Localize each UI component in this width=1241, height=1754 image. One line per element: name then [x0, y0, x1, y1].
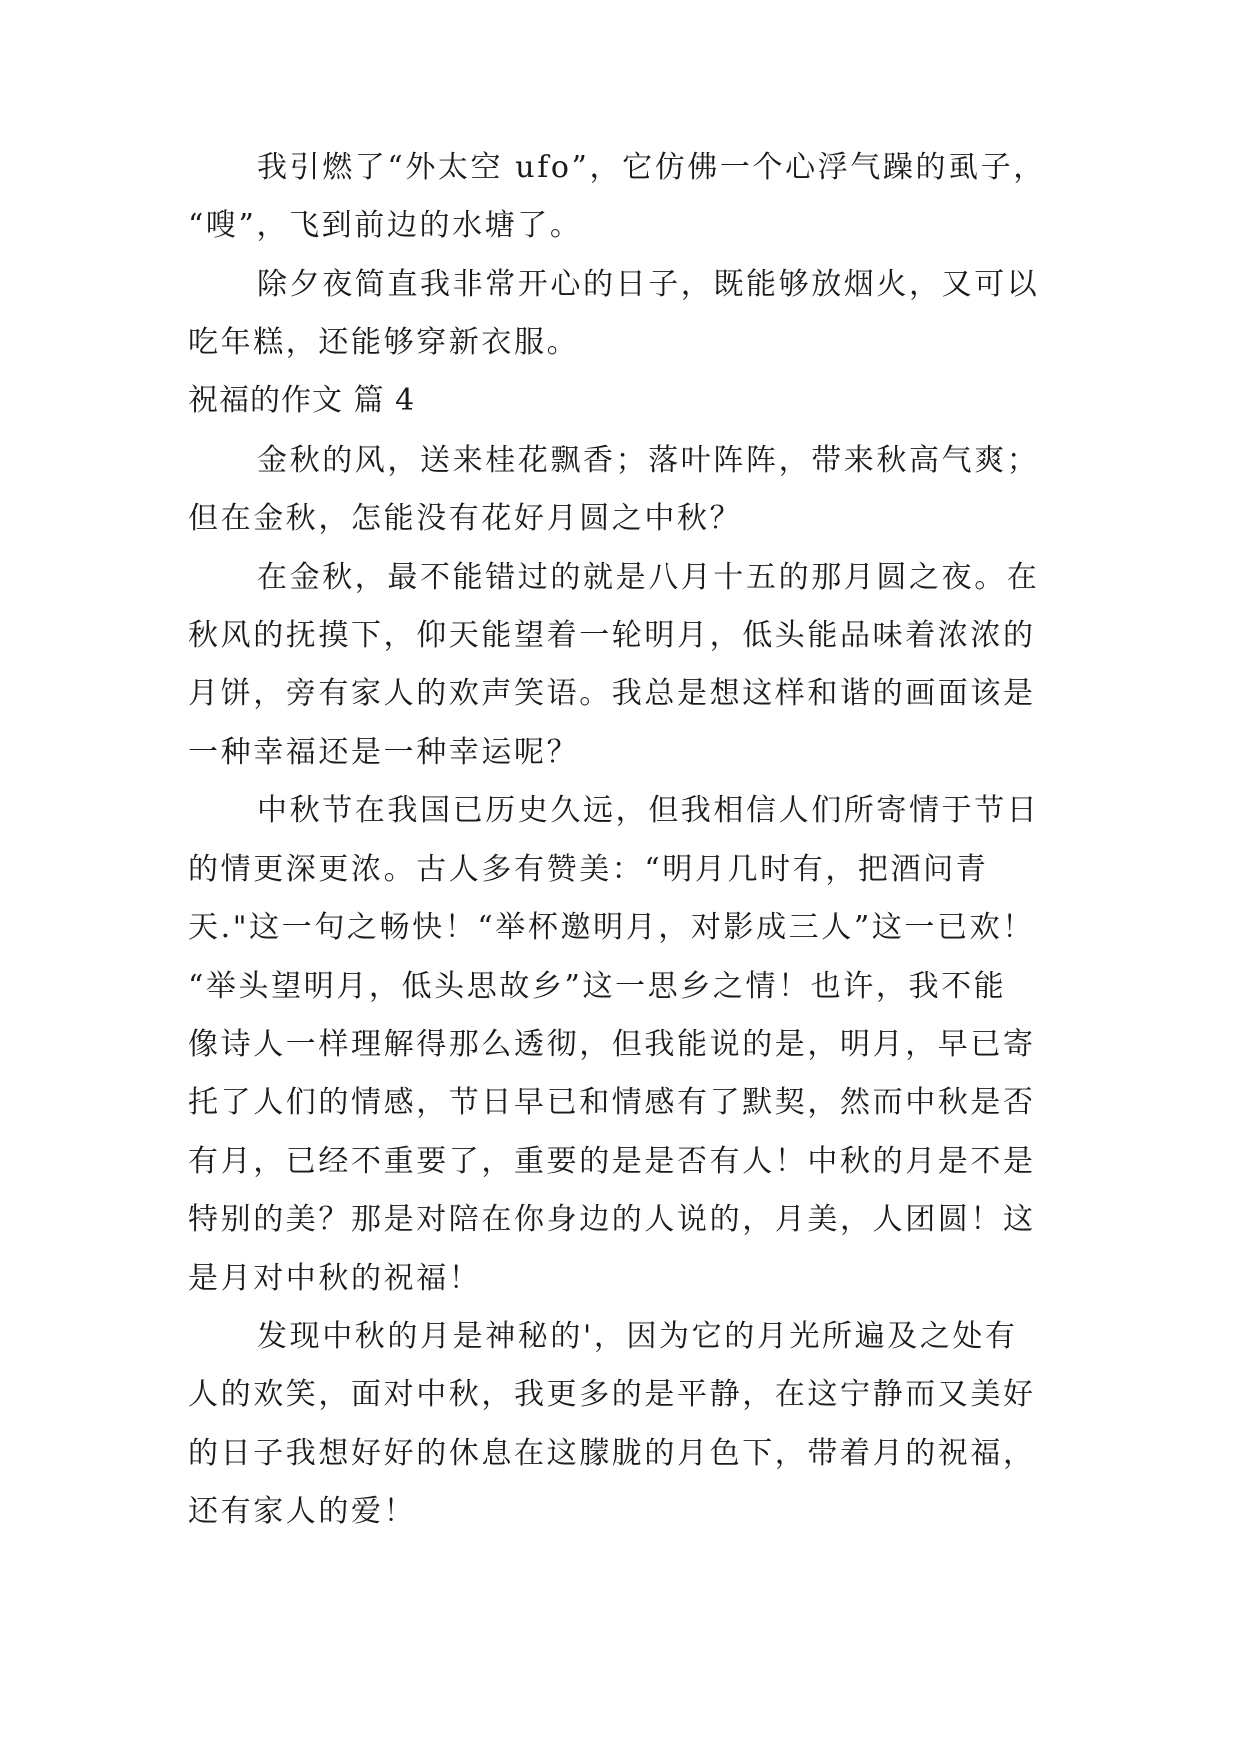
text-line: 秋风的抚摸下，仰天能望着一轮明月，低头能品味着浓浓的: [188, 618, 1036, 653]
text-line: 中秋节在我国已历史久远，但我相信人们所寄情于节日: [257, 793, 1040, 828]
text-line: 金秋的风，送来桂花飘香；落叶阵阵，带来秋高气爽；: [257, 443, 1040, 478]
text-line: 托了人们的情感，节日早已和情感有了默契，然而中秋是否: [188, 1085, 1036, 1120]
text-line: “举头望明月，低头思故乡”这一思乡之情！也许，我不能: [188, 969, 1007, 1004]
text-line: 像诗人一样理解得那么透彻，但我能说的是，明月，早已寄: [188, 1027, 1036, 1062]
text-line: “嗖”，飞到前边的水塘了。: [188, 208, 583, 243]
text-line: 的情更深更浓。古人多有赞美：“明月几时有，把酒问青: [188, 852, 989, 887]
text-line: 吃年糕，还能够穿新衣服。: [188, 325, 580, 360]
text-line: 特别的美？那是对陪在你身边的人说的，月美，人团圆！这: [188, 1202, 1036, 1237]
text-line: 的日子我想好好的休息在这朦胧的月色下，带着月的祝福，: [188, 1436, 1036, 1471]
section-heading: 祝福的作文 篇 4: [188, 383, 416, 418]
text-line: 是月对中秋的祝福！: [188, 1261, 482, 1296]
text-line: 一种幸福还是一种幸运呢？: [188, 735, 580, 770]
text-line: 天."这一句之畅快！“举杯邀明月，对影成三人”这一已欢！: [188, 910, 1035, 945]
text-line: 月饼，旁有家人的欢声笑语。我总是想这样和谐的画面该是: [188, 676, 1036, 711]
text-line: 有月，已经不重要了，重要的是是否有人！中秋的月是不是: [188, 1144, 1036, 1179]
text-line: 发现中秋的月是神秘的'，因为它的月光所遍及之处有: [257, 1319, 1018, 1354]
text-line: 人的欢笑，面对中秋，我更多的是平静，在这宁静而又美好: [188, 1377, 1036, 1412]
text-line: 我引燃了“外太空 ufo”，它仿佛一个心浮气躁的虱子，: [257, 150, 1046, 185]
text-line: 在金秋，最不能错过的就是八月十五的那月圆之夜。在: [257, 560, 1040, 595]
text-line: 但在金秋，怎能没有花好月圆之中秋？: [188, 501, 743, 536]
text-line: 还有家人的爱！: [188, 1494, 417, 1529]
text-line: 除夕夜简直我非常开心的日子，既能够放烟火，又可以: [257, 267, 1040, 302]
